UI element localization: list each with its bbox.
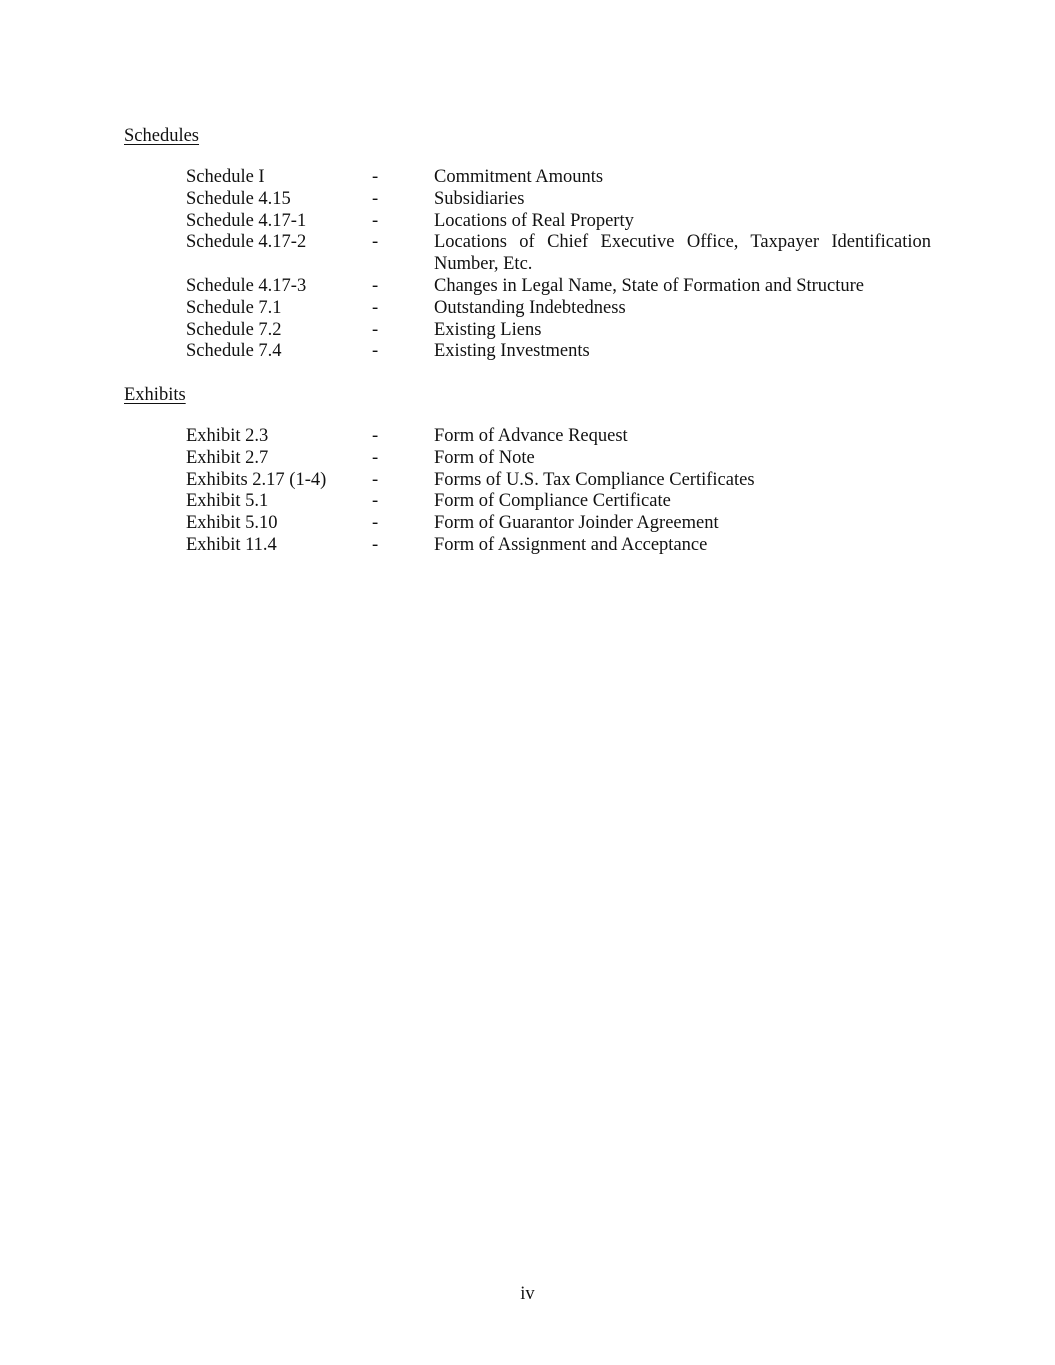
separator-dash: - (372, 341, 379, 362)
exhibit-label: Exhibit 11.4 (186, 534, 277, 555)
separator-dash: - (372, 188, 379, 209)
exhibits-list (186, 426, 931, 557)
separator-dash: - (372, 491, 379, 512)
schedule-row (186, 341, 931, 363)
schedule-description: Existing Liens (434, 319, 542, 340)
exhibit-row (186, 513, 931, 535)
schedule-description: Locations of Chief Executive Office, Taxpayer Identification Number, Etc. (434, 232, 931, 275)
exhibit-row (186, 470, 931, 492)
exhibit-label: Exhibit 2.3 (186, 426, 269, 446)
separator-dash: - (372, 447, 379, 468)
schedule-description: Existing Investments (434, 341, 590, 362)
exhibit-row (186, 426, 931, 448)
schedule-label: Schedule I (186, 167, 265, 187)
schedule-row (186, 298, 931, 320)
schedule-label: Schedule 4.17-3 (186, 275, 307, 296)
schedule-row (186, 320, 931, 342)
separator-dash: - (372, 210, 379, 231)
schedule-description: Subsidiaries (434, 188, 525, 209)
separator-dash: - (372, 469, 379, 490)
schedule-label: Schedule 4.15 (186, 188, 291, 209)
exhibit-label: Exhibit 5.1 (186, 491, 269, 512)
schedule-row (186, 189, 931, 211)
schedule-description: Changes in Legal Name, State of Formation and Structure (434, 275, 865, 296)
schedule-label: Schedule 7.1 (186, 297, 282, 318)
schedule-row (186, 167, 931, 189)
exhibit-row (186, 491, 931, 513)
schedule-label: Schedule 4.17-2 (186, 232, 307, 253)
exhibit-description: Form of Guarantor Joinder Agreement (434, 513, 719, 534)
exhibit-label: Exhibit 2.7 (186, 447, 269, 468)
page-number: iv (520, 1284, 535, 1304)
separator-dash: - (372, 513, 379, 534)
schedule-description: Outstanding Indebtedness (434, 297, 626, 318)
schedule-row (186, 232, 931, 276)
schedules-list (186, 167, 931, 363)
exhibit-row (186, 448, 931, 470)
exhibit-description: Form of Advance Request (434, 426, 628, 446)
separator-dash: - (372, 275, 379, 296)
schedules-heading: Schedules (124, 126, 200, 146)
separator-dash: - (372, 232, 379, 253)
exhibit-label: Exhibit 5.10 (186, 513, 278, 534)
separator-dash: - (372, 534, 379, 555)
exhibit-description: Form of Compliance Certificate (434, 491, 671, 512)
exhibit-description: Forms of U.S. Tax Compliance Certificates (434, 469, 755, 490)
schedule-description: Commitment Amounts (434, 167, 604, 187)
exhibits-heading: Exhibits (124, 385, 186, 405)
schedule-label: Schedule 7.2 (186, 319, 282, 340)
separator-dash: - (372, 297, 379, 318)
exhibit-description: Form of Note (434, 447, 535, 468)
separator-dash: - (372, 319, 379, 340)
exhibit-row (186, 535, 931, 557)
separator-dash: - (372, 426, 379, 446)
exhibit-description: Form of Assignment and Acceptance (434, 534, 708, 555)
schedule-label: Schedule 4.17-1 (186, 210, 307, 231)
schedule-description: Locations of Real Property (434, 210, 634, 231)
schedule-row (186, 211, 931, 233)
schedule-row (186, 276, 931, 298)
exhibit-label: Exhibits 2.17 (1-4) (186, 469, 327, 490)
schedule-label: Schedule 7.4 (186, 341, 282, 362)
separator-dash: - (372, 167, 379, 187)
